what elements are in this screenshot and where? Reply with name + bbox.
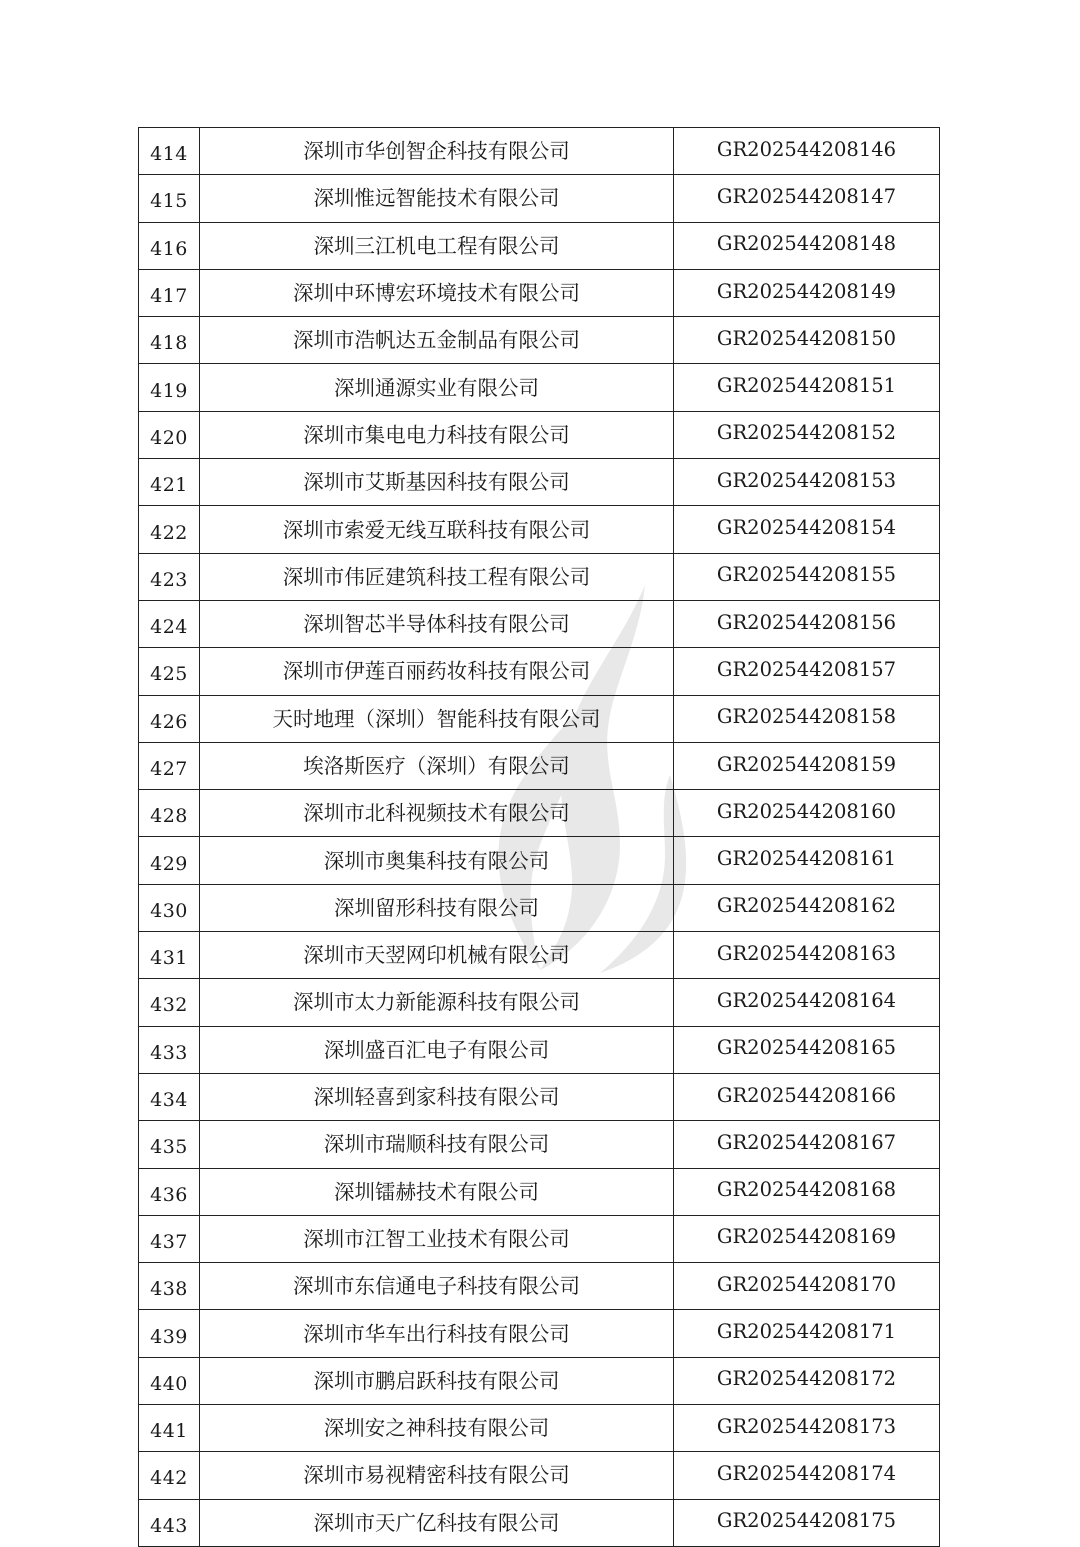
row-number: 424 (139, 600, 200, 647)
table-row (139, 1168, 940, 1215)
row-number: 416 (139, 222, 200, 269)
company-name: 深圳市浩帆达五金制品有限公司 (200, 317, 674, 364)
table-row (139, 1499, 940, 1546)
row-number: 433 (139, 1026, 200, 1073)
table-row (139, 790, 940, 837)
row-number: 434 (139, 1073, 200, 1120)
company-name: 深圳市北科视频技术有限公司 (200, 790, 674, 837)
row-number: 422 (139, 506, 200, 553)
company-name: 天时地理（深圳）智能科技有限公司 (200, 695, 674, 742)
company-name: 深圳通源实业有限公司 (200, 364, 674, 411)
certificate-number: GR202544208165 (674, 1026, 940, 1073)
company-name: 深圳市天翌网印机械有限公司 (200, 932, 674, 979)
table-row (139, 837, 940, 884)
company-name: 深圳市华创智企科技有限公司 (200, 128, 674, 175)
table-row (139, 1263, 940, 1310)
company-name: 深圳轻喜到家科技有限公司 (200, 1073, 674, 1120)
certificate-number: GR202544208170 (674, 1263, 940, 1310)
certificate-number: GR202544208161 (674, 837, 940, 884)
certificate-number: GR202544208149 (674, 269, 940, 316)
row-number: 427 (139, 742, 200, 789)
company-name: 深圳市易视精密科技有限公司 (200, 1452, 674, 1499)
certificate-number: GR202544208164 (674, 979, 940, 1026)
certificate-number: GR202544208156 (674, 600, 940, 647)
certificate-number: GR202544208147 (674, 175, 940, 222)
row-number: 443 (139, 1499, 200, 1546)
row-number: 425 (139, 648, 200, 695)
row-number: 429 (139, 837, 200, 884)
table-row (139, 411, 940, 458)
table-row (139, 128, 940, 175)
company-name: 深圳市鹏启跃科技有限公司 (200, 1357, 674, 1404)
certificate-number: GR202544208159 (674, 742, 940, 789)
row-number: 442 (139, 1452, 200, 1499)
company-name: 深圳市东信通电子科技有限公司 (200, 1263, 674, 1310)
company-name: 深圳市伊莲百丽药妆科技有限公司 (200, 648, 674, 695)
certificate-number: GR202544208157 (674, 648, 940, 695)
certificate-number: GR202544208167 (674, 1121, 940, 1168)
company-name: 深圳市天广亿科技有限公司 (200, 1499, 674, 1546)
certificate-number: GR202544208163 (674, 932, 940, 979)
certificate-number: GR202544208174 (674, 1452, 940, 1499)
company-name: 深圳市伟匠建筑科技工程有限公司 (200, 553, 674, 600)
row-number: 436 (139, 1168, 200, 1215)
table-row (139, 364, 940, 411)
company-name: 深圳盛百汇电子有限公司 (200, 1026, 674, 1073)
row-number: 438 (139, 1263, 200, 1310)
row-number: 423 (139, 553, 200, 600)
table-row (139, 269, 940, 316)
company-list-table (138, 127, 940, 1547)
certificate-number: GR202544208166 (674, 1073, 940, 1120)
certificate-number: GR202544208146 (674, 128, 940, 175)
company-name: 深圳市艾斯基因科技有限公司 (200, 459, 674, 506)
company-name: 深圳市太力新能源科技有限公司 (200, 979, 674, 1026)
table-row (139, 1310, 940, 1357)
row-number: 430 (139, 884, 200, 931)
company-name: 深圳市集电电力科技有限公司 (200, 411, 674, 458)
company-name: 深圳市奥集科技有限公司 (200, 837, 674, 884)
table-row (139, 553, 940, 600)
table-row (139, 1405, 940, 1452)
certificate-number: GR202544208172 (674, 1357, 940, 1404)
company-name: 深圳安之神科技有限公司 (200, 1405, 674, 1452)
certificate-number: GR202544208158 (674, 695, 940, 742)
row-number: 440 (139, 1357, 200, 1404)
row-number: 432 (139, 979, 200, 1026)
certificate-number: GR202544208169 (674, 1215, 940, 1262)
certificate-number: GR202544208173 (674, 1405, 940, 1452)
certificate-number: GR202544208160 (674, 790, 940, 837)
table-row (139, 1121, 940, 1168)
company-name: 深圳中环博宏环境技术有限公司 (200, 269, 674, 316)
table-row (139, 1073, 940, 1120)
row-number: 418 (139, 317, 200, 364)
table-body (139, 128, 940, 1547)
table-row (139, 506, 940, 553)
table-row (139, 648, 940, 695)
row-number: 415 (139, 175, 200, 222)
table-row (139, 600, 940, 647)
certificate-number: GR202544208155 (674, 553, 940, 600)
table-row (139, 459, 940, 506)
table-row (139, 222, 940, 269)
certificate-number: GR202544208150 (674, 317, 940, 364)
table-row (139, 175, 940, 222)
table-row (139, 1357, 940, 1404)
table-row (139, 695, 940, 742)
company-name: 深圳镭赫技术有限公司 (200, 1168, 674, 1215)
table-row (139, 1215, 940, 1262)
table-row (139, 317, 940, 364)
certificate-number: GR202544208151 (674, 364, 940, 411)
row-number: 414 (139, 128, 200, 175)
row-number: 420 (139, 411, 200, 458)
company-name: 深圳市索爱无线互联科技有限公司 (200, 506, 674, 553)
certificate-number: GR202544208171 (674, 1310, 940, 1357)
certificate-number: GR202544208153 (674, 459, 940, 506)
company-name: 深圳留形科技有限公司 (200, 884, 674, 931)
certificate-number: GR202544208175 (674, 1499, 940, 1546)
row-number: 428 (139, 790, 200, 837)
table-row (139, 884, 940, 931)
row-number: 417 (139, 269, 200, 316)
company-name: 深圳惟远智能技术有限公司 (200, 175, 674, 222)
company-name: 深圳市瑞顺科技有限公司 (200, 1121, 674, 1168)
certificate-number: GR202544208168 (674, 1168, 940, 1215)
certificate-number: GR202544208162 (674, 884, 940, 931)
row-number: 435 (139, 1121, 200, 1168)
table-row (139, 979, 940, 1026)
company-name: 深圳三江机电工程有限公司 (200, 222, 674, 269)
row-number: 439 (139, 1310, 200, 1357)
row-number: 441 (139, 1405, 200, 1452)
company-name: 深圳市华车出行科技有限公司 (200, 1310, 674, 1357)
company-name: 深圳智芯半导体科技有限公司 (200, 600, 674, 647)
table-row (139, 1452, 940, 1499)
row-number: 419 (139, 364, 200, 411)
row-number: 431 (139, 932, 200, 979)
row-number: 437 (139, 1215, 200, 1262)
table-row (139, 742, 940, 789)
table-row (139, 932, 940, 979)
certificate-number: GR202544208148 (674, 222, 940, 269)
table-row (139, 1026, 940, 1073)
row-number: 421 (139, 459, 200, 506)
row-number: 426 (139, 695, 200, 742)
company-name: 埃洛斯医疗（深圳）有限公司 (200, 742, 674, 789)
certificate-number: GR202544208152 (674, 411, 940, 458)
certificate-number: GR202544208154 (674, 506, 940, 553)
company-name: 深圳市江智工业技术有限公司 (200, 1215, 674, 1262)
